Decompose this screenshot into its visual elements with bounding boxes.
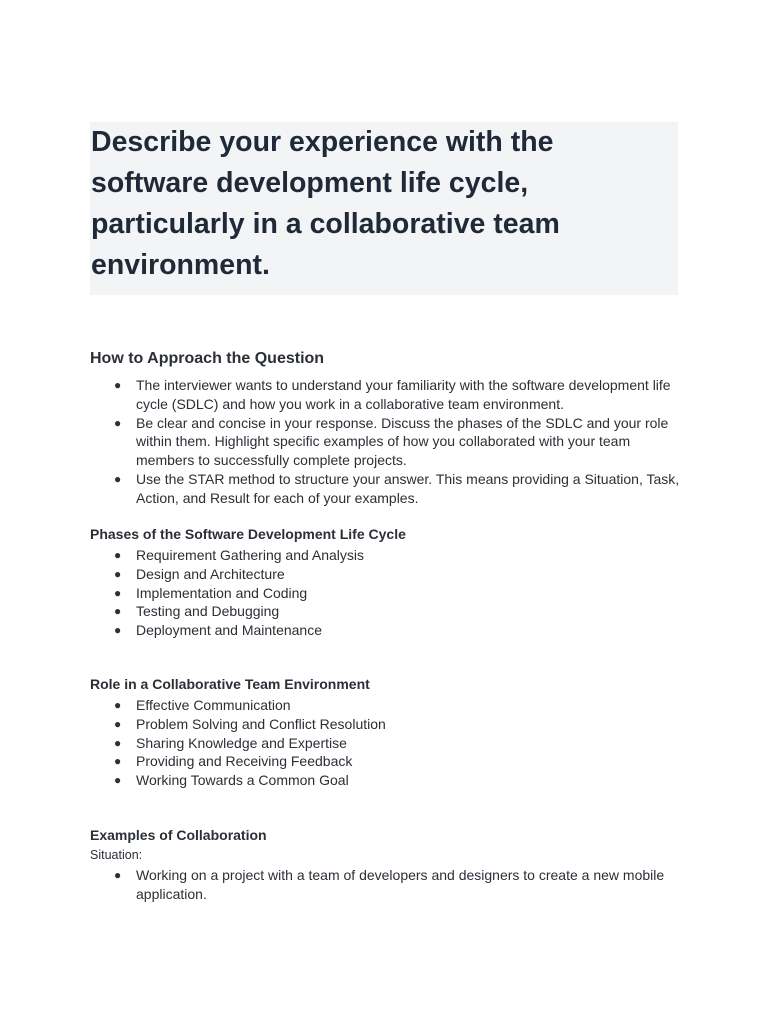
role-section: [90, 675, 690, 790]
phases-section: [90, 525, 690, 640]
list-item: ● Problem Solving and Conflict Resolution: [114, 715, 386, 732]
bullet-icon: ●: [114, 378, 122, 392]
list-item: ● Deployment and Maintenance: [114, 622, 323, 639]
question-title-box: [90, 122, 678, 295]
bullet-icon: ●: [114, 698, 122, 712]
list-item: ● Working Towards a Common Goal: [114, 772, 349, 789]
list-item: ● Sharing Knowledge and Expertise: [114, 734, 347, 751]
list-item: ● Use the STAR method to structure your answer. This means providing a Situation, Task, Action, and Result for each of your examples.: [114, 470, 680, 506]
examples-section: [90, 826, 690, 904]
page-title: Describe your experience with the software development life cycle, particularly in a collaborative team environment.: [91, 126, 560, 281]
examples-heading: Examples of Collaboration: [90, 827, 267, 843]
list-item: ● The interviewer wants to understand your familiarity with the software development life cycle (SDLC) and how you work in a collaborative team environment.: [114, 377, 671, 412]
list-item: ● Testing and Debugging: [114, 603, 280, 620]
role-heading: Role in a Collaborative Team Environment: [90, 676, 370, 692]
bullet-icon: ●: [114, 471, 122, 486]
bullet-icon: ●: [114, 868, 122, 882]
list-item: ● Effective Communication: [114, 697, 291, 713]
list-item: ● Providing and Receiving Feedback: [114, 753, 353, 770]
list-item: ● Working on a project with a team of developers and designers to create a new mobile application.: [114, 867, 665, 902]
list-item: ● Design and Architecture: [114, 565, 285, 582]
bullet-icon: ●: [114, 754, 122, 769]
role-list: [90, 696, 690, 790]
approach-heading: How to Approach the Question: [90, 350, 325, 367]
list-item: ● Requirement Gathering and Analysis: [114, 547, 365, 563]
list-item: ● Be clear and concise in your response. Discuss the phases of the SDLC and your role within them. Highlight specific examples of how you collaborated with your team members to successfully complete projects.: [114, 414, 669, 469]
bullet-icon: ●: [114, 566, 122, 581]
bullet-icon: ●: [114, 548, 122, 562]
phases-list: [90, 546, 690, 640]
bullet-icon: ●: [114, 735, 122, 750]
approach-list: [90, 376, 690, 508]
approach-section: [90, 349, 690, 508]
bullet-icon: ●: [114, 585, 122, 600]
situation-label: Situation:: [90, 848, 143, 862]
bullet-icon: ●: [114, 716, 122, 731]
bullet-icon: ●: [114, 623, 122, 638]
examples-list: [90, 866, 690, 904]
bullet-icon: ●: [114, 604, 122, 619]
list-item: ● Implementation and Coding: [114, 584, 308, 601]
bullet-icon: ●: [114, 773, 122, 788]
phases-heading: Phases of the Software Development Life Cycle: [90, 526, 406, 542]
bullet-icon: ●: [114, 415, 122, 430]
